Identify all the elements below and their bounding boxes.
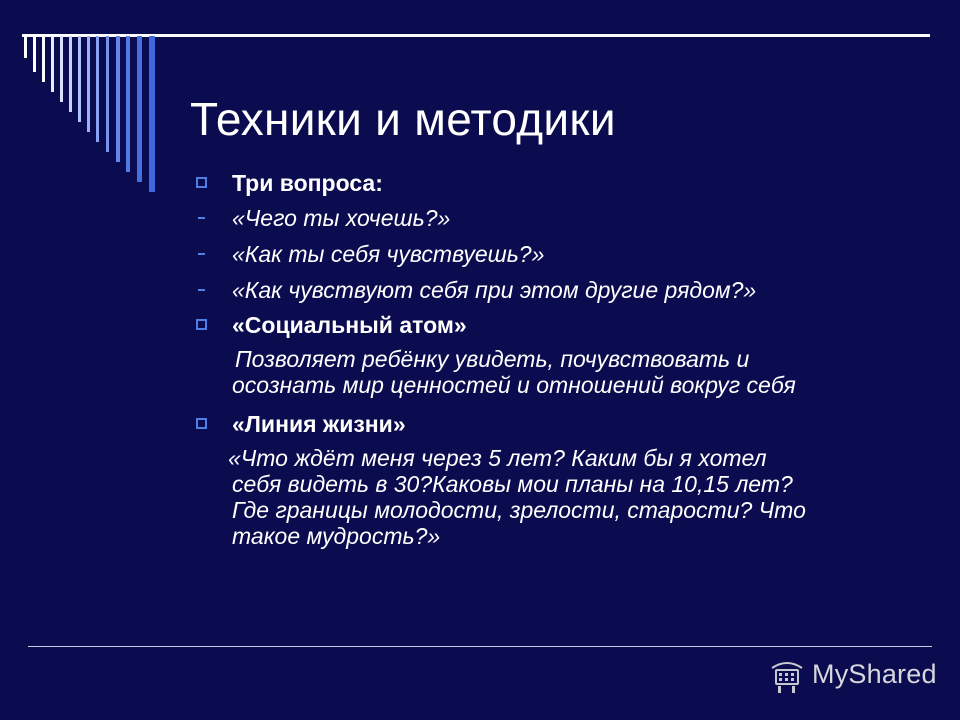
description-line: такое мудрость?» <box>232 523 441 549</box>
section-heading-social-atom: «Социальный атом» <box>232 312 467 338</box>
section-heading-three-questions: Три вопроса: <box>232 170 383 196</box>
question-item: «Чего ты хочешь?» <box>232 205 451 231</box>
bullet-square-icon <box>196 319 207 330</box>
section-heading-life-line: «Линия жизни» <box>232 411 406 437</box>
bottom-rule <box>28 646 932 647</box>
dash-bullet-icon <box>198 289 205 291</box>
dash-bullet-icon <box>198 253 205 255</box>
watermark-text: MyShared <box>812 659 937 689</box>
bullet-square-icon <box>196 418 207 429</box>
bullet-square-icon <box>196 177 207 188</box>
question-item: «Как чувствуют себя при этом другие рядом?» <box>232 277 757 303</box>
slide-title: Техники и методики <box>190 93 616 145</box>
question-item: «Как ты себя чувствуешь?» <box>232 241 545 267</box>
description-line: Где границы молодости, зрелости, старости? Что <box>232 497 806 523</box>
life-line-description <box>228 445 806 549</box>
description-line: «Что ждёт меня через 5 лет? Каким бы я хотел <box>228 445 767 471</box>
dash-bullet-icon <box>198 217 205 219</box>
description-line: осознать мир ценностей и отношений вокруг себя <box>232 372 796 398</box>
description-line: себя видеть в 30?Каковы мои планы на 10,15 лет? <box>232 471 793 497</box>
social-atom-description <box>232 346 796 398</box>
description-line: Позволяет ребёнку увидеть, почувствовать и <box>235 346 750 372</box>
